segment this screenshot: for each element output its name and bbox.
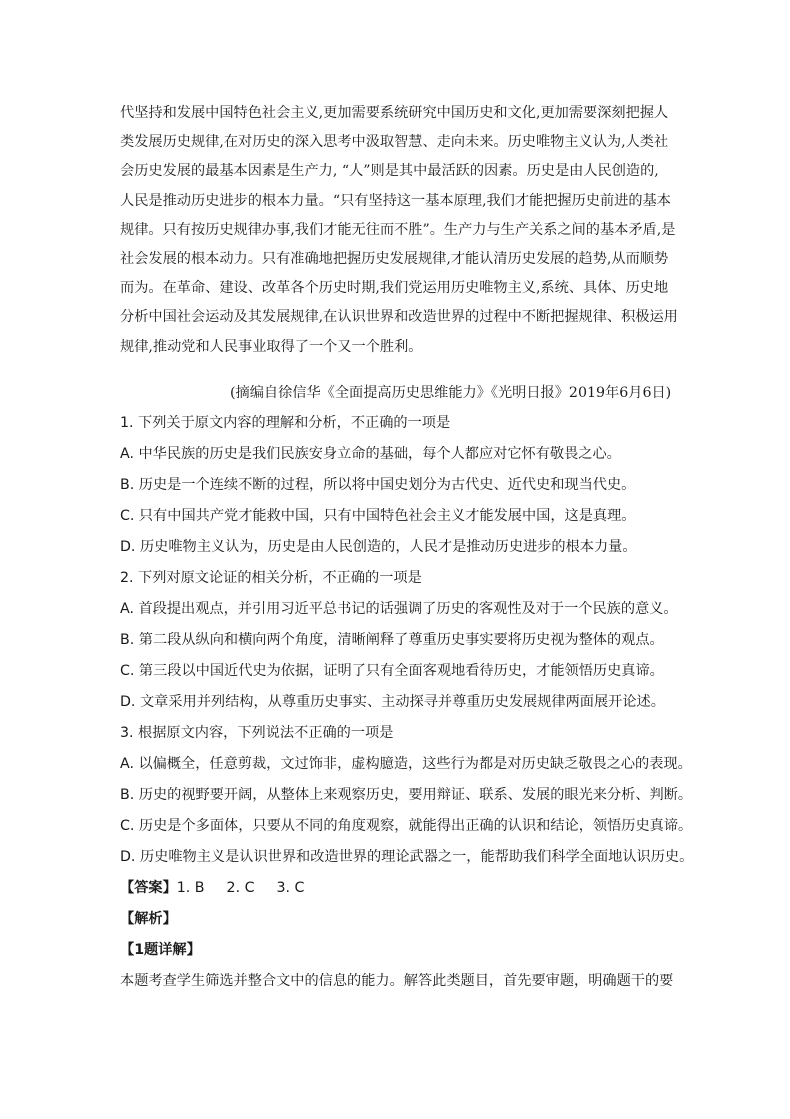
option-d: D. 历史唯物主义是认识世界和改造世界的理论武器之一，能帮助我们科学全面地认识历史。 [120,849,694,865]
detail-text: 本题考查学生筛选并整合文中的信息的能力。解答此类题目，首先要审题，明确题干的要 [120,973,674,989]
passage-source: (摘编自徐信华《全面提高历史思维能力》《光明日报》2019年6月6日) [230,385,672,401]
option-b: B. 第二段从纵向和横向两个角度，清晰阐释了尊重历史事实要将历史视为整体的观点。 [120,632,664,648]
answer-row [120,877,304,899]
question-stem: 3. 根据原文内容，下列说法不正确的一项是 [120,725,394,741]
option-c: C. 第三段以中国近代史为依据，证明了只有全面客观地看待历史，才能领悟历史真谛。 [120,663,664,679]
answer-item: 1. B [176,880,205,896]
answer-item: 3. C [276,880,305,896]
option-d: D. 文章采用并列结构，从尊重历史事实、主动探寻并尊重历史发展规律两面展开论述。 [120,694,665,710]
passage-line: 规律。只有按历史规律办事,我们才能无往而不胜”。生产力与生产关系之间的基本矛盾,是 [120,221,676,238]
passage-line: 代坚持和发展中国特色社会主义,更加需要系统研究中国历史和文化,更加需要深刻把握人 [120,105,669,121]
option-a: A. 以偏概全，任意剪裁，文过饰非，虚构臆造，这些行为都是对历史缺乏敬畏之心的表现。 [120,756,692,772]
passage-text [120,99,678,362]
analysis-label: 【解析】 [120,911,177,927]
passage-line: 人民是推动历史进步的根本力量。“只有坚持这一基本原理,我们才能把握历史前进的基本 [120,192,671,209]
option-a: A. 首段提出观点，并引用习近平总书记的话强调了历史的客观性及对于一个民族的意义。 [120,601,678,617]
question-stem: 2. 下列对原文论证的相关分析，不正确的一项是 [120,570,422,586]
question-stem: 1. 下列关于原文内容的理解和分析，不正确的一项是 [120,415,451,431]
option-d: D. 历史唯物主义认为，历史是由人民创造的，人民才是推动历史进步的根本力量。 [120,539,637,555]
option-b: B. 历史是一个连续不断的过程，所以将中国史划分为古代史、近代史和现当代史。 [120,477,636,493]
passage-line: 类发展历史规律,在对历史的深入思考中汲取智慧、走向未来。历史唯物主义认为,人类社 [120,134,669,151]
option-c: C. 历史是个多面体，只要从不同的角度观察，就能得出正确的认识和结论，领悟历史真谛。 [120,818,693,834]
answer-item: 2. C [226,880,255,896]
passage-line: 分析中国社会运动及其发展规律,在认识世界和改造世界的过程中不断把握规律、积极运用 [120,309,678,326]
passage-line: 而为。在革命、建设、改革各个历史时期,我们党运用历史唯物主义,系统、具体、历史地 [120,280,669,297]
option-b: B. 历史的视野要开阔，从整体上来观察历史，要用辩证、联系、发展的眼光来分析、判断。 [120,787,693,803]
option-c: C. 只有中国共产党才能救中国，只有中国特色社会主义才能发展中国，这是真理。 [120,508,636,524]
option-a: A. 中华民族的历史是我们民族安身立命的基础，每个人都应对它怀有敬畏之心。 [120,446,621,462]
passage-line: 会历史发展的最基本因素是生产力, “人”则是其中最活跃的因素。历史是由人民创造的, [120,163,659,180]
detail-label: 【1题详解】 [120,942,201,958]
passage-line: 社会发展的根本动力。只有准确地把握历史发展规律,才能认清历史发展的趋势,从而顺势 [120,250,669,267]
passage-line: 规律,推动党和人民事业取得了一个又一个胜利。 [120,338,423,355]
answer-label: 【答案】 [120,880,177,896]
